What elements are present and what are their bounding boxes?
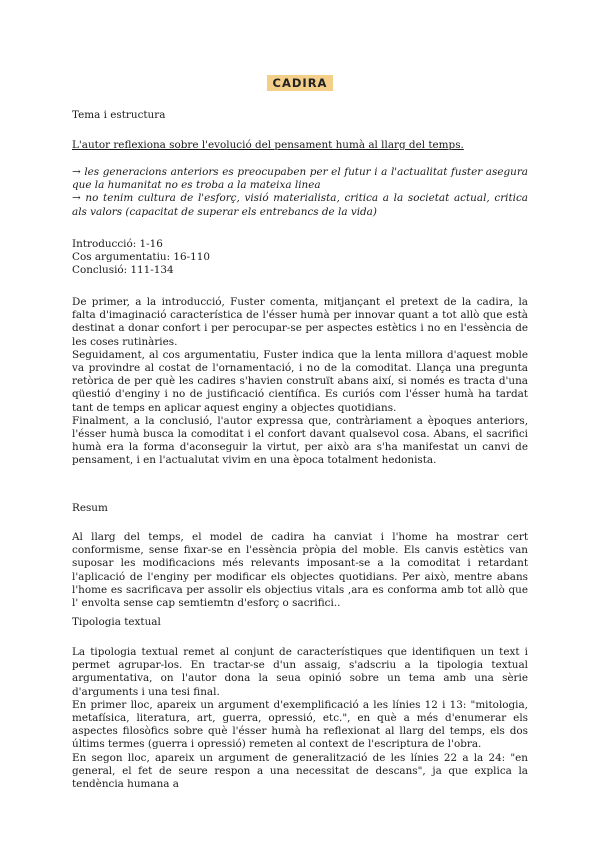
structure-list (72, 238, 528, 278)
tipologia-paragraphs (72, 646, 528, 791)
document-title: CADIRA (267, 75, 334, 91)
title-container (0, 72, 600, 91)
paragraph: De primer, a la introducció, Fuster comenta, mitjançant el pretext de la cadira, la falta d'imaginació característica de l'ésser humà per innovar quant a tot allò que està destinat a donar confort i per perocupar-se per aspectes estètics i no en l'essència de les coses rutinàries. (72, 296, 528, 348)
structure-item: Introducció: 1-16 (72, 238, 163, 250)
structure-paragraphs (72, 296, 528, 468)
paragraph: Seguidament, al cos argumentatiu, Fuster indica que la lenta millora d'aquest moble va provindre al costat de l'ornamentació, i no de la comoditat. Llança una pregunta retòrica de per què les cadires s'havien construït abans així, si només es tracta d'una qüestió d'enginy i no de justificació científica. Es curiós com l'ésser humà ha tardat tant de temps en aplicar aquest enginy a objectes quotidians. (72, 348, 528, 414)
section-heading-tipologia: Tipologia textual (72, 616, 161, 628)
structure-item: Cos argumentatiu: 16-110 (72, 251, 210, 264)
paragraph: Finalment, a la conclusió, l'autor expressa que, contràriament a èpoques anteriors, l'ésser humà busca la comoditat i el confort davant qualsevol cosa. Abans, el sacrifici humà era la forma d'aconseguir la virtut, per això ara s'ha manifestat un canvi de pensament, i en l'actualutat vivim en una època totalment hedonista. (72, 414, 528, 467)
section-heading-tema: Tema i estructura (72, 109, 166, 121)
notes-block (72, 166, 528, 219)
note-line: → no tenim cultura de l'esforç, visió materialista, critica a la societat actual, critica als valors (capacitat de superar els entrebancs de la vida) (72, 192, 528, 218)
paragraph: La tipologia textual remet al conjunt de característiques que identifiquen un text i permet agrupar-los. En tractar-se d'un assaig, s'adscriu a la tipologia textual argumentativa, on l'autor dona la seua opinió sobre un tema amb una sèrie d'arguments i una tesi final. (72, 646, 528, 698)
paragraph: En primer lloc, apareix un argument d'exemplificació a les línies 12 i 13: "mitologia, metafísica, literatura, art, guerra, opressió, etc.", en què a més d'enumerar els aspectes filosòfics sobre què l'ésser humà ha reflexionat al llarg del temps, els dos últims termes (guerra i opressió) remeten al context de l'escriptura de l'obra. (72, 698, 528, 751)
structure-item: Conclusió: 111-134 (72, 264, 174, 277)
paragraph: En segon lloc, apareix un argument de generalització de les línies 22 a la 24: "en general, el fet de seure respon a una necessitat de descans", ja que explica la tendència humana a (72, 751, 528, 791)
thesis-statement: L'autor reflexiona sobre l'evolució del pensament humà al llarg del temps. (72, 139, 464, 151)
section-heading-resum: Resum (72, 502, 108, 514)
resum-paragraph: Al llarg del temps, el model de cadira ha canviat i l'home ha mostrar cert conformisme, sense fixar-se en l'essència pròpia del moble. Els canvis estètics van suposar les modificacions més relevants imposant-se a la comoditat i retardant l'aplicació de l'enginy per modificar els objectes quotidians. Per això, mentre abans l'home es sacrificava per assolir els objectius vitals ,ara es conforma amb tot allò que l' envolta sense cap semtiemtn d'esforç o sacrifici.. (72, 531, 528, 610)
note-line: → les generacions anteriors es preocupaben per el futur i a l'actualitat fuster asegura que la humanitat no es troba a la mateixa linea (72, 166, 528, 192)
